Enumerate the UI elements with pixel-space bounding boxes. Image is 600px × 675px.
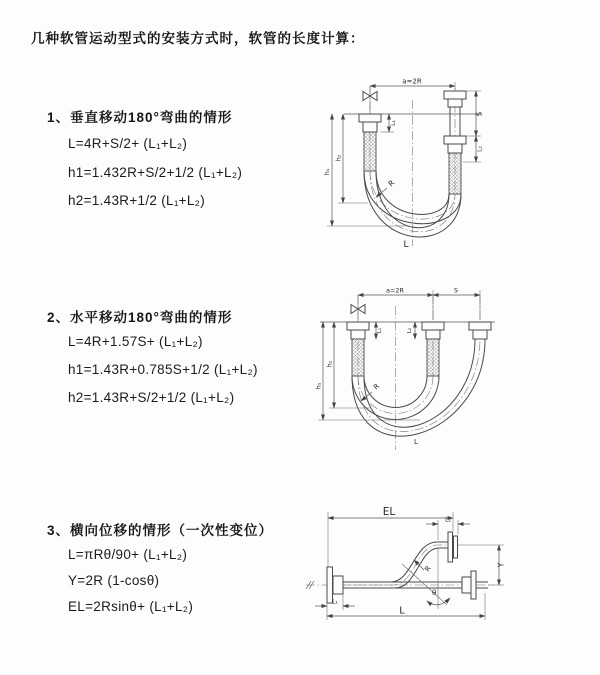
dim-label-h1: h₁ <box>323 168 331 176</box>
dim-a2r <box>370 78 455 91</box>
dim-s <box>466 91 484 136</box>
middle-flange <box>422 322 444 339</box>
section-3-formula-L: L=πRθ/90+ (L₁+L₂) <box>68 547 188 562</box>
section-1-formula-h1: h1=1.432R+S/2+1/2 (L₁+L₂) <box>68 165 243 180</box>
dim-h1 <box>315 322 421 420</box>
dim-label-theta: θ <box>432 589 437 597</box>
dim-l <box>327 593 485 620</box>
section-1-formula-h2: h2=1.43R+1/2 (L₁+L₂) <box>68 193 206 208</box>
dim-label-l2: L₂ <box>407 327 413 334</box>
dim-label-h2: h₂ <box>334 154 343 162</box>
section-3-formula-EL: EL=2Rsinθ+ (L₁+L₂) <box>68 599 194 614</box>
dim-label-l: L <box>403 240 409 250</box>
diagram-vertical-180-bend <box>310 74 600 256</box>
dim-el <box>328 506 453 568</box>
section-2-formula-h2: h2=1.43R+S/2+1/2 (L₁+L₂) <box>68 390 235 405</box>
dim-label-a2r: a=2R <box>385 286 405 295</box>
dim-l2 <box>407 322 415 339</box>
diagram-horizontal-180-bend <box>310 282 600 474</box>
dim-label-el: EL <box>382 506 396 518</box>
dim-label-a2r: a=2R <box>402 77 422 86</box>
diagram-lateral-displacement <box>298 498 598 673</box>
right-flange-upper <box>444 91 466 107</box>
dim-label-r: R <box>372 382 382 392</box>
dim-label-s: S <box>453 286 459 295</box>
section-3-formula-Y: Y=2R (1-cosθ) <box>68 573 160 588</box>
section-1-formula-L: L=4R+S/2+ (L₁+L₂) <box>68 136 188 151</box>
dim-l1 <box>315 594 355 610</box>
dim-l1 <box>380 114 397 132</box>
dim-label-l2: L₂ <box>476 146 484 152</box>
right-flange-lower <box>444 136 466 153</box>
dim-label-r: R <box>386 178 397 189</box>
section-2-heading: 2、水平移动180°弯曲的情形 <box>47 310 233 325</box>
upper-right-flange <box>448 532 458 562</box>
angle-theta <box>402 548 450 609</box>
left-flange <box>359 114 381 132</box>
dim-label-l1: L₁ <box>377 327 383 334</box>
right-flange-displaced <box>469 322 491 339</box>
right-hose-braid <box>449 153 461 194</box>
dim-label-l1: L₁ <box>390 120 397 126</box>
dim-label-h1: h₁ <box>314 382 323 390</box>
dim-label-s: S <box>475 111 484 117</box>
dim-label-y: Y <box>496 562 506 568</box>
section-2-formula-h1: h1=1.43R+0.785S+1/2 (L₁+L₂) <box>68 362 258 377</box>
section-2-formula-L: L=4R+1.57S+ (L₁+L₂) <box>68 334 203 349</box>
section-1-heading: 1、垂直移动180°弯曲的情形 <box>47 110 233 125</box>
left-hose-braid <box>352 339 364 376</box>
dim-label-r: R <box>423 564 433 574</box>
dim-label-l1: L₁ <box>332 598 338 606</box>
hose-bend-arcs-displaced <box>352 339 485 436</box>
left-hose-braid <box>364 132 376 171</box>
hose-s-curve <box>343 542 448 588</box>
page-title: 几种软管运动型式的安装方式时，软管的长度计算： <box>31 31 365 46</box>
left-flange <box>347 322 369 339</box>
dim-label-h2: h₂ <box>325 360 334 368</box>
dim-label-l: L <box>414 438 418 446</box>
dim-label-l2: L₂ <box>445 516 451 524</box>
centerlines <box>358 295 480 450</box>
dim-s <box>433 287 480 321</box>
middle-hose-braid <box>427 339 439 376</box>
section-3-heading: 3、横向位移的情形（一次性变位） <box>47 523 274 538</box>
dim-l1 <box>376 322 383 339</box>
dim-label-l: L <box>399 605 405 617</box>
radius-leader <box>414 560 433 573</box>
